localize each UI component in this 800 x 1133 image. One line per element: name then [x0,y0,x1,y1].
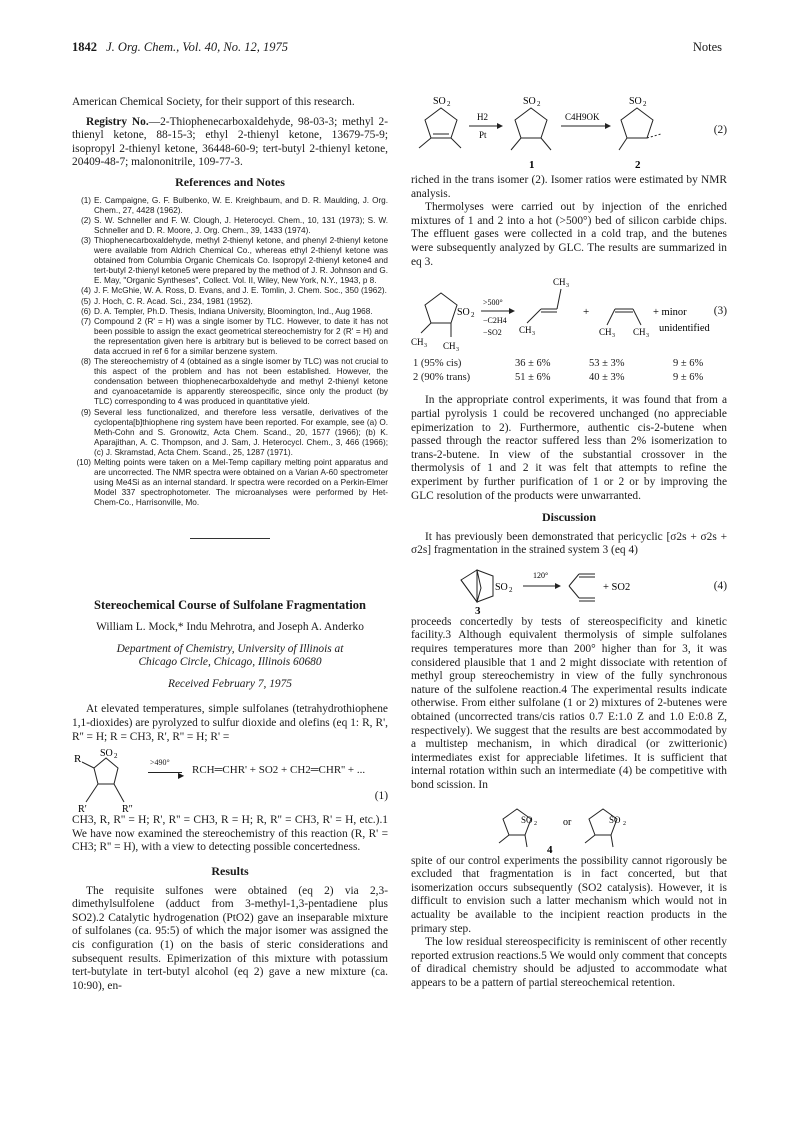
svg-text:SO: SO [433,96,446,107]
svg-text:SO: SO [523,96,536,107]
table-cell: 9 ± 6% [673,371,704,383]
svg-text:SO: SO [457,307,470,319]
svg-text:2: 2 [534,820,537,827]
reference-item: (2) S. W. Schneller and F. W. Clough, J. Heterocycl. Chem., 10, 131 (1973); S. W. Schneller and D. R. Moore, J. Org. Chem., 39, 1433 (1974). [80,215,388,235]
section-divider [190,538,270,539]
reference-item: (4) J. F. McGhie, W. A. Ross, D. Evans, and J. E. Tomlin, J. Chem. Soc., 350 (1962). [80,286,387,296]
right-paragraph-5: proceeds concertedly by tests of stereospecificity and kinetic facility.3 Although equivalent thermolysis of simple sulfolanes requires temperatures more than 200° higher than for 3, it was considered plausible that 1 and 2 might dissociate with retention of methyl group stereochemistry in view of the fully synchronous nature of the sulfolene reaction.4 The experimental results indicate otherwise. From either sulfolane (1 or 2) mixtures of 2-butenes were obtained (uncorrected trans/cis ratios 0.7 E:1.0 Z and 1.0 E:0.8 Z, respectively). We suggest that the results are best accommodated by a multistep mechanism, in which diradical (or zwitterionic) intermediates exist for appreciable lifetimes. It is sufficient that internal rotation within such an intermediate (4) be competitive with bond scission. In [411,615,727,791]
structure-label-4: 4 [547,843,553,855]
sulfolane-structure [72,744,142,814]
journal-citation: J. Org. Chem., Vol. 40, No. 12, 1975 [106,40,288,54]
table-cell: 51 ± 6% [515,371,551,383]
eq3-unidentified: unidentified [659,323,710,335]
eq2-compound-2: 2 [635,159,641,171]
intro-continued: CH3, R, R'' = H; R', R'' = CH3, R = H; R, R'' = CH3, R' = H, etc.).1 We have now examined the stereochemistry of this reaction (R, R' = CH3; R'' = H), with a view to detecting possible concertedness. [72,814,388,854]
eq1-condition: >490° [150,758,170,768]
structure-or: or [563,816,572,828]
svg-text:2: 2 [537,100,541,108]
intermediate-4-structures [481,793,681,855]
svg-text:3: 3 [532,331,535,338]
registry-label: Registry No. [86,115,149,128]
svg-text:CH: CH [599,327,612,338]
eq1-arrowhead: ▶ [178,771,185,781]
acknowledgment: American Chemical Society, for their support of this research. [72,96,355,108]
eq2-reagent-h2: H2 [477,112,488,122]
eq2-number: (2) [713,124,727,136]
table-row [411,371,727,385]
reference-item: (1) E. Campaigne, G. F. Bulbenko, W. E. Kreighbaum, and D. R. Maulding, J. Org. Chem., 27, 4428 (1962). [80,195,388,215]
svg-text:ṠO: ṠO [609,814,621,825]
table-cell: 2 (90% trans) [413,371,471,383]
svg-text:2: 2 [643,100,647,108]
reference-item: (10) Melting points were taken on a Mel-Temp capillary melting point apparatus and are uncorrected. The NMR spectra were obtained on a Varian A-60 spectrometer using Me4Si as an internal standard. Ir spectra were recorded on a Perkin-Elmer Model 337 spectrophotometer. The microanalyses were performed by Het-Chem-Co., Harrisonville, Mo. [76,458,388,508]
svg-text:CH: CH [633,327,646,338]
table-cell: 1 (95% cis) [413,358,462,370]
svg-text:+: + [583,306,590,319]
table-cell: 9 ± 6% [673,358,704,370]
reference-item: (6) D. A. Templer, Ph.D. Thesis, Indiana University, Bloomington, Ind., Aug 1968. [80,306,373,316]
eq4-compound-3: 3 [475,604,481,616]
eq4-product: + SO2 [603,581,631,593]
eq2-catalyst: Pt [479,130,487,140]
table-cell: 36 ± 6% [515,358,551,370]
reference-item: (8) The stereochemistry of 4 (obtained as a single isomer by TLC) was not crucial to this aspect of the problem and has not been established. However, the condensation between thiophenecarboxaldehyde and methyl 2-thienyl ketone and cyanoacetamide is apparently stereospecific, since only the product (by TLC) corresponding to 4 was produced in quantitative yield. [80,357,388,407]
svg-text:CH: CH [553,277,566,288]
right-column [411,92,727,991]
table-cell: 53 ± 3% [589,358,625,370]
results-heading: Results [211,864,249,878]
svg-text:3: 3 [566,283,569,290]
reference-item: (9) Several less functionalized, and therefore less versatile, derivatives of the cyclopenta[b]thiophene ring system have been reported. For example, see (a) O. Meth-Cohn and S. Gronowitz, Acta Chem. Scand., 20, 1577 (1966); (b) K. Aparajithan, A. C. Thompson, and J. Sam, J. Heterocycl. Chem., 3, 466 (1966); (c) J. Skramstad, Acta Chem. Scand., 25, 1287 (1971). [80,407,388,457]
eq1-number: (1) [374,790,388,803]
page-number: 1842 [72,40,97,54]
svg-text:CH: CH [411,337,424,348]
svg-text:2: 2 [471,311,475,320]
section-label: Notes [692,40,722,54]
registry-numbers [72,116,388,170]
svg-text:2: 2 [623,820,626,827]
equation-3 [411,275,727,357]
eq2-compound-1: 1 [529,159,535,171]
eq2-scheme [411,92,711,174]
svg-text:SO: SO [629,96,642,107]
results-table [411,357,727,384]
eq3-minor: + minor [653,307,687,319]
reference-item: (7) Compound 2 (R' = H) was a single isomer by TLC. However, to date it has not been possible to assign the exact geometrical stereochemistry for 2 (R' = H) and the representation given here is arbitrary but is believed to be correct based on data accrued in ref 6 for a similar benzene system. [80,316,388,356]
svg-text:R′: R′ [78,804,87,815]
right-paragraph-7: The low residual stereospecificity is reminiscent of other recently reported extrusion reactions.5 We would only comment that concepts of diradical chemistry should be adjusted to accommodate what appears to be a pattern of partial stereochemical retention. [411,936,727,989]
authors: William L. Mock,* Indu Mehrotra, and Joseph A. Anderko [96,621,364,634]
right-paragraph-3: In the appropriate control experiments, it was found that from a partial pyrolysis 1 could be recovered unchanged (no appreciable epimerization to 2). Furthermore, authentic cis-2-butene when passed through the reactor suffered less than 2% isomerization to trans-2-butene. In view of the substantial crossover in the thermolysis of 1 and 2 it was felt that attempts to refine the experiment by further purification of 1 or 2 or by improving the GLC resolution of the products were unwarranted. [411,394,727,502]
eq1-products: RCH═CHR' + SO2 + CH2═CHR'' + ... [192,764,366,777]
page-header [72,40,722,60]
svg-text:2: 2 [509,585,513,594]
eq3-number: (3) [713,305,727,318]
affiliation: Department of Chemistry, University of Illinois at Chicago Circle, Chicago, Illinois 60680 [116,642,344,669]
svg-text:SO: SO [521,814,533,825]
registry-text: —2-Thiophenecarboxaldehyde, 98-03-3; methyl 2-thienyl ketone, 88-15-3; ethyl 2-thienyl ketone, 13679-75-9; isopropyl 2-thienyl ketone, 36448-60-9; tert-butyl 2-thienyl ketone, 20409-48-7; malononitrile, 109-77-3. [72,115,388,169]
results-paragraph: The requisite sulfones were obtained (eq 2) via 2,3-dimethylsulfolene (adduct from 3-methyl-1,3-pentadiene plus SO2).2 Catalytic hydrogenation (PtO2) gave an inseparable mixture of sulfolanes (ca. 95:5) of which the major isomer was assigned the cis configuration (1) on the basis of steric considerations and subsequent results. Epimerization of this mixture with potassium tert-butylate in tert-butyl alcohol (eq 2) gave a new mixture (ca. 10:90), en- [72,884,388,992]
svg-text:3: 3 [612,333,615,340]
eq4-scheme [451,558,691,616]
eq3-loss-ethylene: −C2H4 [483,316,507,326]
table-row [411,357,727,371]
equation-4 [411,558,727,616]
discussion-heading: Discussion [541,510,597,525]
svg-text:SO: SO [495,581,508,593]
svg-text:3: 3 [646,333,649,340]
right-paragraph-1: riched in the trans isomer (2). Isomer ratios were estimated by NMR analysis. [411,174,727,200]
left-column [72,96,388,993]
eq2-base: C4H9OK [565,112,600,122]
references-heading: References and Notes [175,174,285,189]
svg-text:SO: SO [100,748,113,760]
reference-item: (3) Thiophenecarboxaldehyde, methyl 2-thienyl ketone, and phenyl 2-thienyl ketone were available from Aldrich Chemical Co., whereas ethyl 2-thienyl ketone was obtained from Columbia Organic Chemicals Co. Isopropyl 2-thienyl ketone4 and tert-butyl 2-thienyl ketone5 were prepared by the method of J. R. Johnson and G. E. May, "Organic Syntheses", Collect. Vol. II, Wiley, New York, N.Y., 1943, p 8. [80,235,389,286]
eq3-temp: >500° [483,298,503,308]
right-paragraph-2: Thermolyses were carried out by injection of the enriched mixtures of 1 and 2 into a hot (>500°) bed of silicon carbide chips. The effluent gases were collected in a cold trap, and the butenes were subsequently analyzed by GLC. The results are summarized in eq 3. [411,201,727,268]
svg-text:R: R [74,753,82,766]
eq3-scheme [411,275,727,357]
eq1-arrow [148,772,182,773]
eq4-temp: 120° [533,570,549,580]
svg-text:2: 2 [447,100,451,108]
table-cell: 40 ± 3% [589,371,625,383]
equation-1 [72,744,388,814]
references-list [72,196,388,509]
equation-2 [411,92,727,174]
intro-paragraph: At elevated temperatures, simple sulfolanes (tetrahydrothiophene 1,1-dioxides) are pyrolyzed to sulfur dioxide and olefins (eq 1: R, R', R'' = H; R = CH3, R', R'' = H; R' = [72,703,388,743]
svg-text:3: 3 [456,347,459,354]
svg-text:CH: CH [443,341,456,352]
svg-text:3: 3 [424,343,427,350]
right-paragraph-4: It has previously been demonstrated that pericyclic [σ2s + σ2s + σ2s] fragmentation in the strained system 3 (eq 4) [411,530,727,557]
structure-4 [411,793,727,855]
article-title: Stereochemical Course of Sulfolane Fragmentation [94,598,366,613]
svg-text:CH: CH [519,325,532,336]
svg-text:2: 2 [114,752,118,761]
eq4-number: (4) [713,579,727,592]
right-paragraph-6: spite of our control experiments the possibility cannot rigorously be excluded that fragmentation is in fact concerted, but that isomerization occurs subsequently (SO2 catalysis). However, it is difficult to envision such a latter mechanism which would not in actuality be available to the incipient reaction products in the primary step. [411,854,727,935]
received-date: Received February 7, 1975 [168,677,292,690]
eq3-loss-so2: −SO2 [483,328,502,338]
svg-text:R″: R″ [122,804,133,815]
reference-item: (5) J. Hoch, C. R. Acad. Sci., 234, 1981 (1952). [80,296,253,306]
